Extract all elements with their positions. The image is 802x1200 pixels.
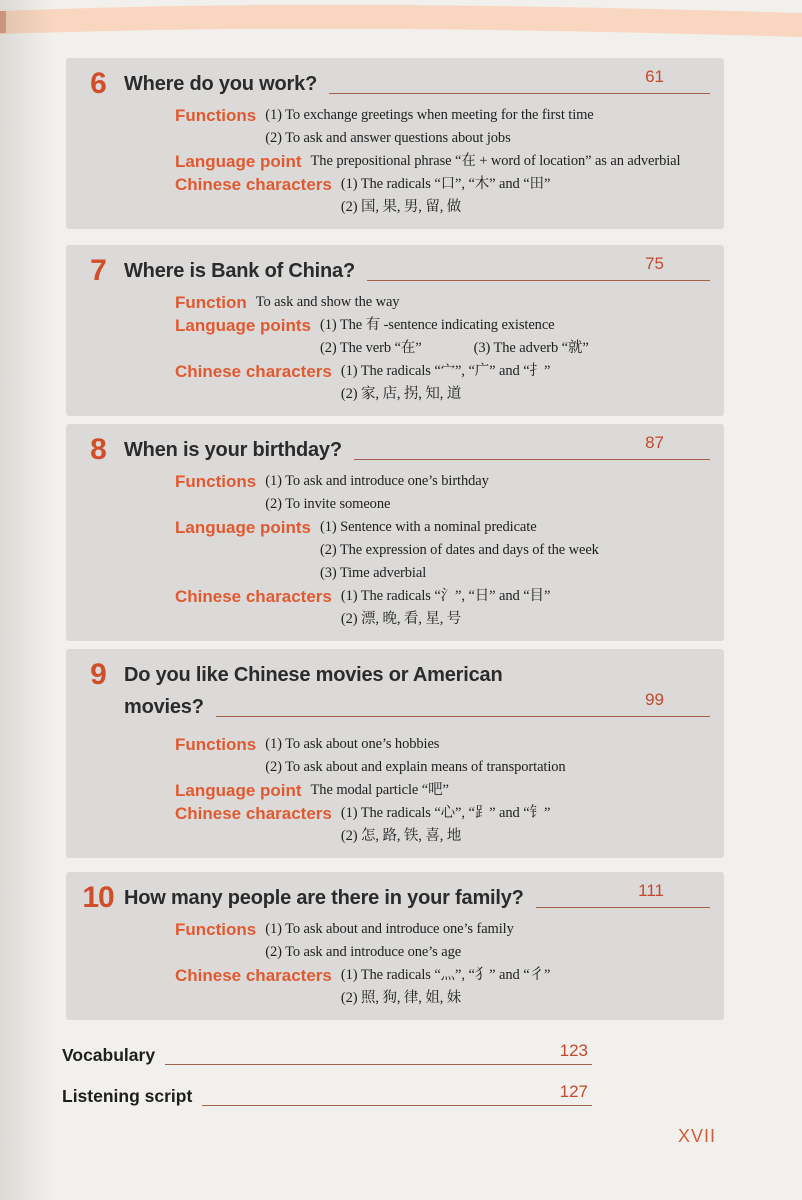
section-line	[341, 360, 710, 383]
section-label: Chinese characters	[175, 804, 332, 823]
section-lines	[341, 360, 710, 406]
section-line-segment: (2) To invite someone	[265, 496, 391, 512]
section-lines	[265, 470, 710, 516]
section-line	[265, 733, 710, 756]
section-line-segment: The prepositional phrase “在 + word of location” as an adverbial	[310, 153, 681, 169]
section-label: Chinese characters	[175, 587, 332, 606]
unit-title-row	[72, 255, 710, 287]
section-label: Functions	[175, 106, 257, 125]
section-lines	[320, 314, 710, 360]
section-line	[341, 825, 710, 848]
unit-title-row	[72, 434, 710, 466]
unit-sections	[72, 918, 710, 1010]
leader-line	[536, 881, 710, 904]
unit-section	[175, 173, 710, 219]
section-line-segment: (3) The adverb “就”	[473, 340, 589, 356]
page-number-folio: XVII	[677, 1126, 716, 1146]
unit-page-number: 99	[645, 690, 664, 709]
unit-title-line	[124, 691, 710, 723]
section-lines	[311, 150, 710, 173]
section-line-segment: (2) 国, 果, 男, 留, 做	[340, 199, 462, 215]
section-label: Language point	[175, 781, 302, 800]
section-line	[265, 127, 710, 150]
section-lines	[311, 779, 710, 802]
unit-title: Where is Bank of China?	[124, 260, 355, 282]
unit-box-8	[66, 424, 724, 641]
section-line-segment: (1) To ask about and introduce one’s family	[265, 921, 514, 937]
section-lines	[341, 173, 710, 219]
unit-title-block	[124, 882, 710, 914]
section-line-segment: (1) The radicals “心”, “⻊” and “钅”	[340, 805, 551, 821]
section-line-segment: (1) The 有 -sentence indicating existence	[320, 317, 555, 333]
section-line	[320, 516, 710, 539]
section-label: Functions	[175, 472, 257, 491]
unit-section	[175, 779, 710, 802]
section-lines	[256, 291, 710, 314]
section-line-segment: (2) To ask about and explain means of transportation	[265, 759, 566, 775]
unit-page-number: 111	[638, 881, 664, 900]
unit-list	[0, 58, 802, 1020]
section-line	[341, 173, 710, 196]
unit-box-9	[66, 649, 724, 858]
unit-number: 8	[90, 433, 106, 466]
section-lines	[265, 733, 710, 779]
unit-title-block	[124, 68, 710, 100]
section-label: Chinese characters	[175, 175, 332, 194]
section-lines	[320, 516, 710, 585]
unit-title-row	[72, 68, 710, 100]
unit-sections	[72, 733, 710, 848]
unit-number: 9	[90, 658, 106, 691]
unit-number: 6	[90, 67, 106, 100]
section-lines	[265, 918, 710, 964]
section-label: Language points	[175, 518, 311, 537]
section-lines	[341, 964, 710, 1010]
section-line-segment: (2) 照, 狗, 律, 姐, 妹	[340, 990, 462, 1006]
section-line	[341, 196, 710, 219]
unit-section	[175, 516, 710, 585]
leader-line	[329, 67, 710, 90]
unit-section	[175, 150, 710, 173]
section-line	[341, 987, 710, 1010]
unit-section	[175, 104, 710, 150]
leader-line	[165, 1041, 592, 1061]
section-line	[341, 383, 710, 406]
section-line-segment: (1) The radicals “宀”, “广” and “扌”	[340, 363, 551, 379]
unit-section	[175, 964, 710, 1010]
section-label: Chinese characters	[175, 362, 332, 381]
section-line	[265, 941, 710, 964]
section-line	[256, 291, 710, 314]
section-line-segment: (2) 漂, 晚, 看, 星, 号	[340, 611, 462, 627]
section-line	[320, 337, 710, 360]
unit-title-line	[124, 882, 710, 914]
leader-line	[202, 1082, 592, 1102]
section-label: Chinese characters	[175, 966, 332, 985]
unit-title: When is your birthday?	[124, 439, 342, 461]
section-label: Language point	[175, 152, 302, 171]
toc-entry	[62, 1042, 592, 1068]
section-line-segment: (1) To ask about one’s hobbies	[265, 736, 440, 752]
section-line	[265, 756, 710, 779]
section-line-segment: (2) To ask and introduce one’s age	[265, 944, 462, 960]
section-line-segment: (2) The expression of dates and days of the week	[320, 542, 599, 558]
unit-title-row	[72, 659, 710, 723]
section-line	[265, 104, 710, 127]
section-line	[265, 918, 710, 941]
unit-title-line	[124, 659, 710, 691]
section-line	[265, 470, 710, 493]
section-line-segment: (2) The verb “在”	[320, 340, 422, 356]
toc-entry	[62, 1083, 592, 1109]
section-line	[341, 585, 710, 608]
section-line-segment: To ask and show the way	[255, 294, 400, 310]
section-label: Function	[175, 293, 247, 312]
unit-section	[175, 585, 710, 631]
section-line	[320, 539, 710, 562]
unit-title-block	[124, 434, 710, 466]
leader-line	[216, 690, 710, 713]
unit-box-7	[66, 245, 724, 416]
unit-section	[175, 291, 710, 314]
unit-title-line	[124, 255, 710, 287]
unit-page-number: 75	[645, 254, 664, 273]
unit-title-block	[124, 659, 710, 723]
section-line-segment: (1) The radicals “灬”, “犭” and “彳”	[340, 967, 551, 983]
unit-box-6	[66, 58, 724, 229]
section-line-segment: (1) To exchange greetings when meeting for the first time	[265, 107, 594, 123]
section-line	[341, 802, 710, 825]
section-line-segment: (1) Sentence with a nominal predicate	[320, 519, 537, 535]
unit-title: movies?	[124, 696, 204, 718]
section-line	[341, 608, 710, 631]
section-line-segment: (1) The radicals “口”, “木” and “田”	[340, 176, 551, 192]
section-lines	[265, 104, 710, 150]
unit-title-line	[124, 434, 710, 466]
unit-section	[175, 314, 710, 360]
section-line-segment: (1) To ask and introduce one’s birthday	[265, 473, 489, 489]
toc-entry-label: Vocabulary	[62, 1045, 156, 1065]
unit-section	[175, 360, 710, 406]
section-line-segment: The modal particle “吧”	[310, 782, 449, 798]
unit-number: 10	[82, 881, 114, 914]
section-label: Language points	[175, 316, 311, 335]
section-line-segment: (2) 家, 店, 拐, 知, 道	[340, 386, 462, 402]
section-label: Functions	[175, 920, 257, 939]
footer-entries	[0, 1042, 802, 1109]
section-lines	[341, 585, 710, 631]
section-line	[320, 314, 710, 337]
unit-title-block	[124, 255, 710, 287]
section-label: Functions	[175, 735, 257, 754]
section-line-segment: (2) To ask and answer questions about jobs	[265, 130, 511, 146]
section-line-segment: (2) 怎, 路, 铁, 喜, 地	[340, 828, 462, 844]
unit-section	[175, 918, 710, 964]
unit-section	[175, 802, 710, 848]
toc-entry-page-number: 127	[559, 1082, 588, 1101]
unit-box-10	[66, 872, 724, 1020]
leader-line	[354, 433, 710, 456]
unit-number: 7	[90, 254, 106, 287]
leader-line	[367, 254, 710, 277]
section-line-segment: (1) The radicals “氵”, “日” and “目”	[340, 588, 551, 604]
section-lines	[341, 802, 710, 848]
toc-entry-page-number: 123	[559, 1041, 588, 1060]
section-line	[311, 150, 710, 173]
unit-sections	[72, 104, 710, 219]
section-line	[265, 493, 710, 516]
unit-page-number: 61	[645, 67, 664, 86]
section-line-segment: (3) Time adverbial	[320, 565, 427, 581]
unit-title-line	[124, 68, 710, 100]
unit-title: Where do you work?	[124, 73, 318, 95]
unit-sections	[72, 291, 710, 406]
section-line	[311, 779, 710, 802]
unit-title-row	[72, 882, 710, 914]
unit-title: Do you like Chinese movies or American	[124, 664, 503, 686]
unit-title: How many people are there in your family?	[124, 887, 524, 909]
unit-sections	[72, 470, 710, 631]
unit-page-number: 87	[645, 433, 664, 452]
unit-section	[175, 733, 710, 779]
unit-section	[175, 470, 710, 516]
section-line	[320, 562, 710, 585]
toc-entry-label: Listening script	[62, 1086, 193, 1106]
section-line	[341, 964, 710, 987]
